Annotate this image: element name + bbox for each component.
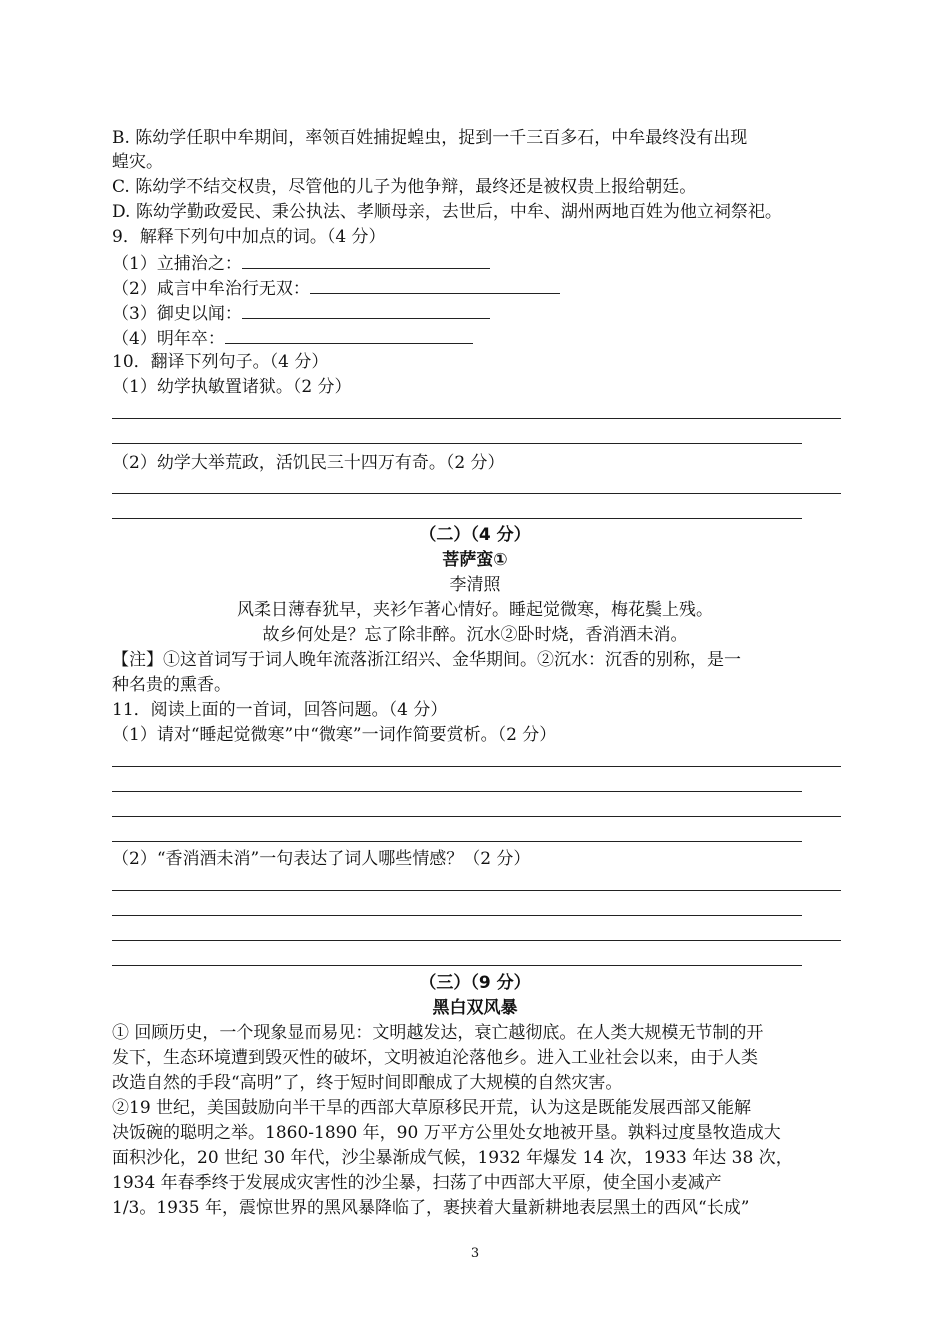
paragraph-2-line: 1/3。1935 年，震惊世界的黑风暴降临了，裹挟着大量新耕地表层黑土的西风“长成” — [112, 1198, 750, 1218]
poem-note-line2: 种名贵的熏香。 — [112, 675, 231, 695]
answer-blank[interactable] — [225, 325, 473, 344]
answer-line[interactable] — [112, 443, 802, 444]
answer-blank[interactable] — [242, 300, 490, 319]
question-9-item-1 — [112, 250, 490, 276]
answer-line[interactable] — [112, 940, 841, 941]
paragraph-2-line: ②19 世纪，美国鼓励向半干旱的西部大草原移民开荒，认为这是既能发展西部又能解 — [112, 1098, 752, 1118]
option-c: C. 陈幼学不结交权贵，尽管他的儿子为他争辩，最终还是被权贵上报给朝廷。 — [112, 177, 697, 197]
option-d: D. 陈幼学勤政爱民、秉公执法、孝顺母亲，去世后，中牟、湖州两地百姓为他立祠祭祀。 — [112, 202, 782, 222]
paragraph-2-line: 面积沙化，20 世纪 30 年代，沙尘暴渐成气候，1932 年爆发 14 次，1933 年达 38 次， — [112, 1148, 793, 1168]
item-label: （4）明年卒： — [112, 329, 225, 349]
item-label: （1）立捕治之： — [112, 254, 242, 274]
item-label: （2）咸言中牟治行无双： — [112, 279, 310, 299]
answer-line[interactable] — [112, 418, 841, 419]
paragraph-1-line: ① 回顾历史，一个现象显而易见：文明越发达，衰亡越彻底。在人类大规模无节制的开 — [112, 1023, 764, 1043]
answer-line[interactable] — [112, 791, 802, 792]
answer-line[interactable] — [112, 915, 802, 916]
question-9-item-3 — [112, 300, 490, 326]
question-9-title: 9．解释下列句中加点的词。（4 分） — [112, 227, 386, 247]
option-b-line2: 蝗灾。 — [112, 152, 163, 172]
poem-title: 菩萨蛮① — [442, 550, 508, 570]
question-9-item-4 — [112, 325, 473, 351]
question-9-item-2 — [112, 275, 560, 301]
answer-blank[interactable] — [242, 250, 490, 269]
answer-line[interactable] — [112, 518, 802, 519]
paragraph-1-line: 发下，生态环境遭到毁灭性的破坏，文明被迫沦落他乡。进入工业社会以来，由于人类 — [112, 1048, 758, 1068]
question-11-item-2: （2）“香消酒未消”一句表达了词人哪些情感？（2 分） — [112, 849, 531, 869]
question-11-item-1: （1）请对“睡起觉微寒”中“微寒”一词作简要赏析。（2 分） — [112, 725, 557, 745]
poem-line-2: 故乡何处是？忘了除非醉。沉水②卧时烧，香消酒未消。 — [262, 625, 688, 645]
answer-blank[interactable] — [310, 275, 560, 294]
section-3-heading: （三）（9 分） — [419, 973, 531, 993]
question-10-item-1: （1）幼学执敏置诸狱。（2 分） — [112, 377, 352, 397]
answer-line[interactable] — [112, 890, 841, 891]
question-10-title: 10．翻译下列句子。（4 分） — [112, 352, 329, 372]
paragraph-2-line: 1934 年春季终于发展成灾害性的沙尘暴，扫荡了中西部大平原，使全国小麦减产 — [112, 1173, 722, 1193]
answer-line[interactable] — [112, 816, 841, 817]
poem-note-line1: 【注】①这首词写于词人晚年流落浙江绍兴、金华期间。②沉水：沉香的别称，是一 — [112, 650, 741, 670]
page-number: 3 — [470, 1246, 480, 1261]
article-title: 黑白双风暴 — [432, 998, 518, 1018]
item-label: （3）御史以闻： — [112, 304, 242, 324]
poem-line-1: 风柔日薄春犹早，夹衫乍著心情好。睡起觉微寒，梅花鬓上残。 — [237, 600, 713, 620]
paragraph-1-line: 改造自然的手段“高明”了，终于短时间即酿成了大规模的自然灾害。 — [112, 1073, 623, 1093]
poem-author: 李清照 — [449, 575, 501, 595]
option-b-line1: B. 陈幼学任职中牟期间，率领百姓捕捉蝗虫，捉到一千三百多石，中牟最终没有出现 — [112, 128, 748, 148]
answer-line[interactable] — [112, 965, 802, 966]
section-2-heading: （二）（4 分） — [419, 525, 531, 545]
question-10-item-2: （2）幼学大举荒政，活饥民三十四万有奇。（2 分） — [112, 453, 505, 473]
question-11-title: 11．阅读上面的一首词，回答问题。（4 分） — [112, 700, 448, 720]
answer-line[interactable] — [112, 766, 841, 767]
answer-line[interactable] — [112, 841, 802, 842]
paragraph-2-line: 决饭碗的聪明之举。1860-1890 年，90 万平方公里处女地被开垦。孰料过度垦牧造成大 — [112, 1123, 781, 1143]
answer-line[interactable] — [112, 493, 841, 494]
